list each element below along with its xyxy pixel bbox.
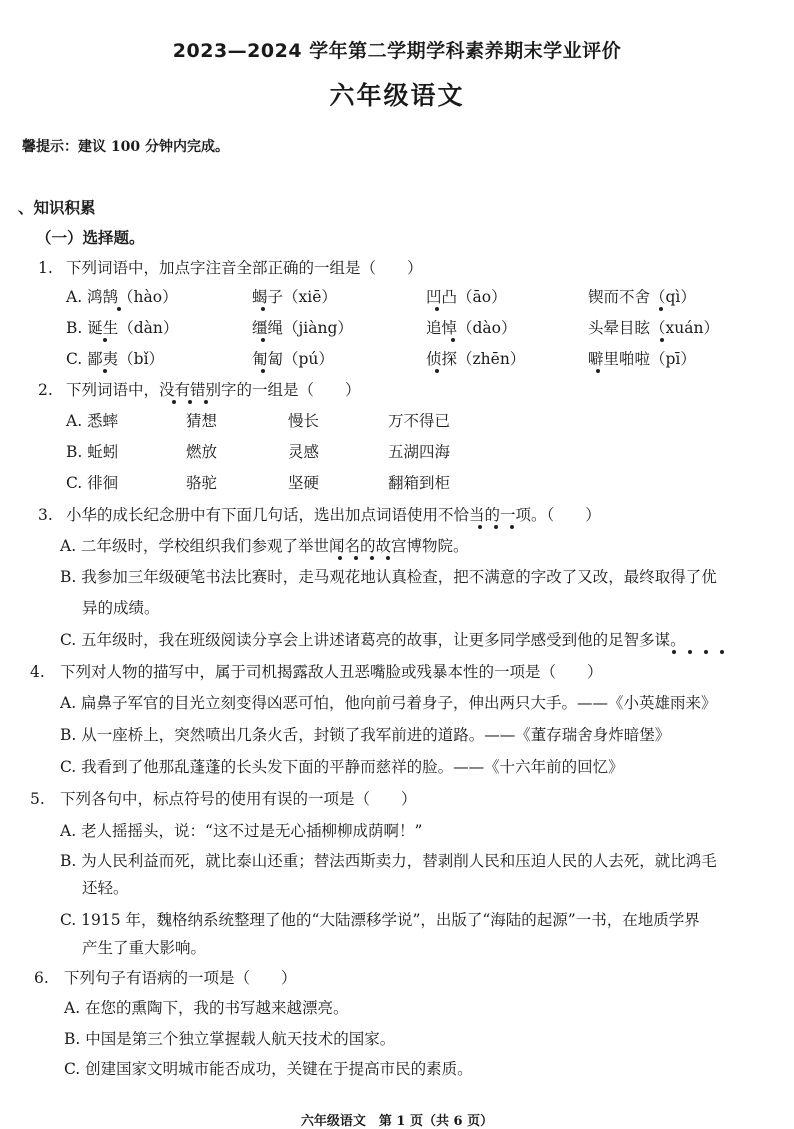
section-heading: 、知识积累 — [18, 199, 96, 217]
q1-option-a-3: 凹凸（āo） — [426, 288, 507, 306]
q2-option-b-4: 五湖四海 — [388, 443, 451, 461]
question-number: 4. — [30, 663, 45, 681]
emphasis-dot — [435, 307, 439, 311]
time-hint: 馨提示：建议 100 分钟内完成。 — [22, 139, 229, 155]
q4-option-a: A. 扁鼻子军官的目光立刻变得凶恶可怕，他向前弓着身子，伸出两只大手。——《小英雄雨来》 — [60, 694, 717, 712]
emphasis-dot — [720, 650, 724, 654]
q5-option-b-line2: 还轻。 — [82, 879, 129, 897]
q6-option-a: A. 在您的熏陶下，我的书写越来越漂亮。 — [64, 999, 349, 1017]
q1-option-c-2: 匍匐（pú） — [252, 350, 334, 368]
emphasis-dot — [386, 556, 390, 560]
question-stem: 小华的成长纪念册中有下面几句话，选出加点词语使用不恰当的一项。（ ） — [66, 506, 601, 524]
question-number: 1. — [38, 259, 53, 277]
q2-option-a-4: 万不得已 — [388, 412, 451, 430]
q1-option-b-2: 缰绳（jiàng） — [252, 319, 353, 337]
emphasis-dot — [261, 307, 265, 311]
emphasis-dot — [494, 525, 498, 529]
question-stem: 下列词语中，没有错别字的一组是（ ） — [66, 381, 361, 399]
emphasis-dot — [672, 650, 676, 654]
q5-option-c-line2: 产生了重大影响。 — [82, 939, 207, 957]
question-number: 2. — [38, 381, 53, 399]
emphasis-dot — [103, 369, 107, 373]
q3-option-b-line1: B. 我参加三年级硬笔书法比赛时，走马观花地认真检查，把不满意的字改了又改，最终取得了优 — [60, 568, 717, 586]
q3-option-b-line2: 异的成绩。 — [82, 599, 160, 617]
question-number: 3. — [38, 506, 53, 524]
question-stem: 下列句子有语病的一项是（ ） — [64, 969, 297, 987]
emphasis-dot — [338, 556, 342, 560]
q5-option-a: A. 老人摇摇头，说：“这不过是无心插柳柳成荫啊！” — [60, 822, 423, 840]
q1-option-b-3: 追悼（dào） — [426, 319, 517, 337]
q2-option-b-3: 灵感 — [288, 443, 320, 461]
q2-option-c-3: 坚硬 — [288, 474, 320, 492]
q2-option-c-2: 骆驼 — [186, 474, 218, 492]
emphasis-dot — [451, 338, 455, 342]
q2-option-b-2: 燃放 — [186, 443, 218, 461]
emphasis-dot — [660, 338, 664, 342]
q2-option-a-3: 慢长 — [288, 412, 320, 430]
q1-option-a-2: 蝎子（xiē） — [252, 288, 337, 306]
q4-option-c: C. 我看到了他那乱蓬蓬的长头发下面的平静而慈祥的脸。——《十六年前的回忆》 — [60, 758, 624, 776]
q2-option-c-4: 翻箱到柜 — [388, 474, 451, 492]
emphasis-dot — [117, 307, 121, 311]
emphasis-dot — [370, 556, 374, 560]
exam-title: 2023—2024 学年第二学期学科素养期末学业评价 — [172, 40, 622, 62]
emphasis-dot — [478, 525, 482, 529]
subsection-heading: （一）选择题。 — [36, 229, 145, 247]
q1-option-c-1: C. 鄙夷（bǐ） — [66, 350, 165, 368]
q1-option-a-4: 锲而不舍（qì） — [588, 288, 696, 306]
emphasis-dot — [354, 556, 358, 560]
question-stem: 下列对人物的描写中，属于司机揭露敌人丑恶嘴脸或残暴本性的一项是（ ） — [60, 663, 603, 681]
q2-option-c-1: C. 徘徊 — [66, 474, 119, 492]
page-footer: 六年级语文 第 1 页（共 6 页） — [300, 1114, 494, 1129]
question-number: 6. — [34, 969, 49, 987]
q4-option-b: B. 从一座桥上，突然喷出几条火舌，封锁了我军前进的道路。——《董存瑞舍身炸暗堡》 — [60, 726, 671, 744]
q1-option-c-3: 侦探（zhēn） — [426, 350, 526, 368]
emphasis-dot — [188, 400, 192, 404]
q1-option-c-4: 噼里啪啦（pī） — [588, 350, 696, 368]
emphasis-dot — [659, 307, 663, 311]
emphasis-dot — [261, 369, 265, 373]
q5-option-c-line1: C. 1915 年，魏格纳系统整理了他的“大陆漂移学说”，出版了“海陆的起源”一书，在地质学界 — [60, 911, 700, 929]
emphasis-dot — [204, 400, 208, 404]
question-stem: 下列词语中，加点字注音全部正确的一组是（ ） — [66, 259, 423, 277]
q1-option-b-1: B. 诞生（dàn） — [66, 319, 179, 337]
emphasis-dot — [596, 369, 600, 373]
question-stem: 下列各句中，标点符号的使用有误的一项是（ ） — [60, 790, 417, 808]
emphasis-dot — [435, 369, 439, 373]
q2-option-b-1: B. 蚯蚓 — [66, 443, 119, 461]
q6-option-c: C. 创建国家文明城市能否成功，关键在于提高市民的素质。 — [64, 1060, 473, 1078]
emphasis-dot — [261, 338, 265, 342]
q3-option-a: A. 二年级时，学校组织我们参观了举世闻名的故宫博物院。 — [60, 537, 469, 555]
emphasis-dot — [510, 525, 514, 529]
q6-option-b: B. 中国是第三个独立掌握载人航天技术的国家。 — [64, 1030, 396, 1048]
emphasis-dot — [172, 400, 176, 404]
emphasis-dot — [704, 650, 708, 654]
subject-title: 六年级语文 — [329, 81, 465, 110]
q2-option-a-1: A. 悉蟀 — [66, 412, 119, 430]
q1-option-b-4: 头晕目眩（xuán） — [588, 319, 719, 337]
emphasis-dot — [103, 338, 107, 342]
emphasis-dot — [688, 650, 692, 654]
q3-option-c: C. 五年级时，我在班级阅读分享会上讲述诸葛亮的故事，让更多同学感受到他的足智多谋。 — [60, 631, 686, 649]
q2-option-a-2: 猜想 — [186, 412, 218, 430]
q5-option-b-line1: B. 为人民利益而死，就比泰山还重；替法西斯卖力，替剥削人民和压迫人民的人去死，就比鸿毛 — [60, 852, 717, 870]
question-number: 5. — [30, 790, 45, 808]
q1-option-a-1: A. 鸿鹄（hào） — [66, 288, 178, 306]
